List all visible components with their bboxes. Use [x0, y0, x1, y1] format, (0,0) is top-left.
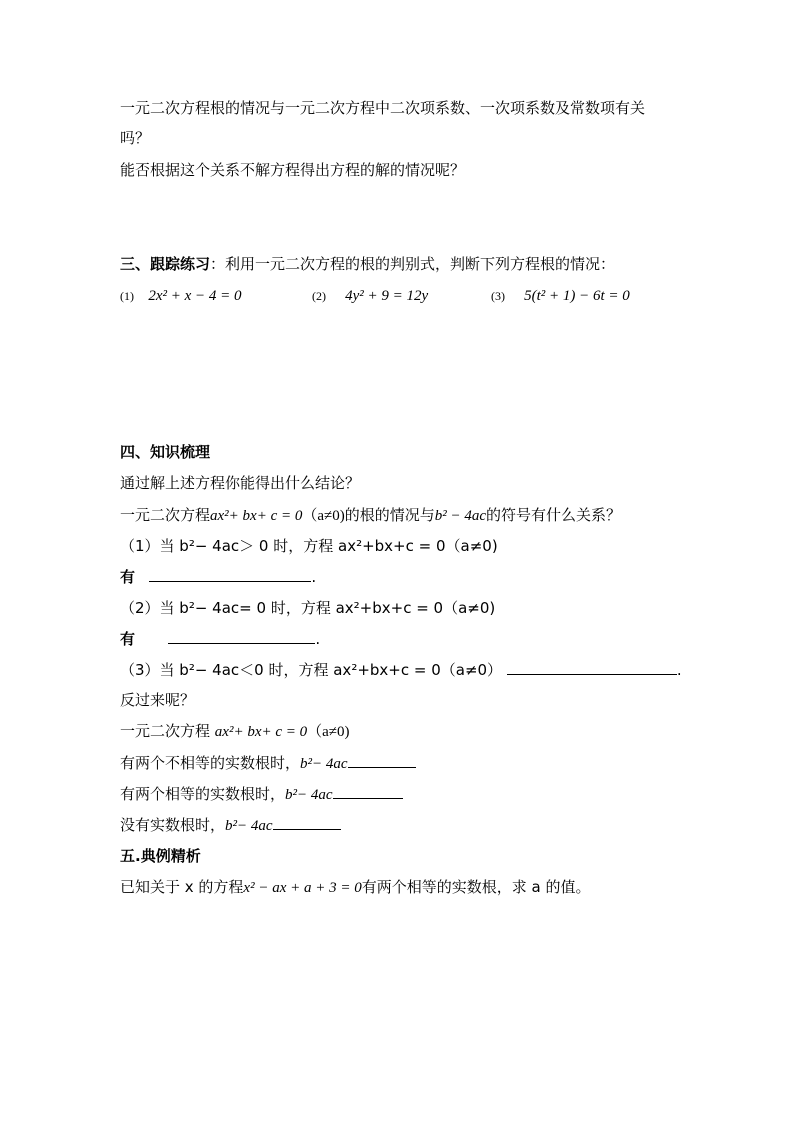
reverse-question: 反过来呢？ — [120, 691, 196, 709]
reverse-case-2: 有两个相等的实数根时，b²− 4ac — [120, 784, 403, 805]
section3-text: ：利用一元二次方程的根的判别式，判断下列方程根的情况： — [210, 255, 616, 273]
section3-heading: 三、跟踪练习 — [120, 255, 211, 273]
section5-problem: 已知关于 x 的方程x² − ax + a + 3 = 0有两个相等的实数根，求 a 的值。 — [120, 878, 591, 896]
reverse-blank-2 — [333, 784, 403, 799]
answer-blank-2 — [168, 629, 315, 644]
problem-2: (2) 4y² + 9 = 12y — [312, 288, 429, 304]
problem-3: (3) 5(t² + 1) − 6t = 0 — [491, 288, 630, 304]
problem-3-expr: 5(t² + 1) − 6t = 0 — [524, 288, 630, 304]
reverse-equation: 一元二次方程 ax²+ bx+ c = 0（a≠0) — [120, 722, 350, 740]
section4-q1: 通过解上述方程你能得出什么结论？ — [120, 474, 361, 492]
section4-heading: 四、知识梳理 — [120, 443, 211, 461]
intro-line-3: 能否根据这个关系不解方程得出方程的解的情况呢？ — [120, 161, 466, 179]
problem-1: (1) 2x² + x − 4 = 0 — [120, 288, 242, 304]
reverse-blank-3 — [273, 815, 341, 830]
case-2: （2）当 b²− 4ac= 0 时，方程 ax²+bx+c = 0（a≠0) — [120, 599, 496, 617]
intro-line-2: 吗？ — [120, 129, 151, 147]
intro-line-1: 一元二次方程根的情况与一元二次方程中二次项系数、一次项系数及常数项有关 — [120, 99, 646, 117]
section4-q2: 一元二次方程ax²+ bx+ c = 0（a≠0)的根的情况与b² − 4ac的符号有什么关系？ — [120, 506, 622, 524]
section5-heading: 五.典例精析 — [120, 847, 201, 865]
answer-blank-3 — [507, 660, 677, 675]
case-1-answer: 有 . — [120, 568, 317, 586]
answer-blank-1 — [149, 567, 311, 582]
case-2-answer: 有 . — [120, 630, 321, 648]
problem-1-expr: 2x² + x − 4 = 0 — [148, 288, 242, 304]
case-3: （3）当 b²− 4ac＜0 时，方程 ax²+bx+c = 0（a≠0） . — [120, 661, 682, 679]
problem-2-expr: 4y² + 9 = 12y — [345, 288, 429, 304]
reverse-blank-1 — [348, 753, 416, 768]
section3-title — [120, 254, 615, 274]
reverse-case-3: 没有实数根时，b²− 4ac — [120, 815, 341, 836]
case-1: （1）当 b²− 4ac＞ 0 时，方程 ax²+bx+c = 0（a≠0) — [120, 537, 498, 555]
reverse-case-1: 有两个不相等的实数根时，b²− 4ac — [120, 753, 416, 774]
